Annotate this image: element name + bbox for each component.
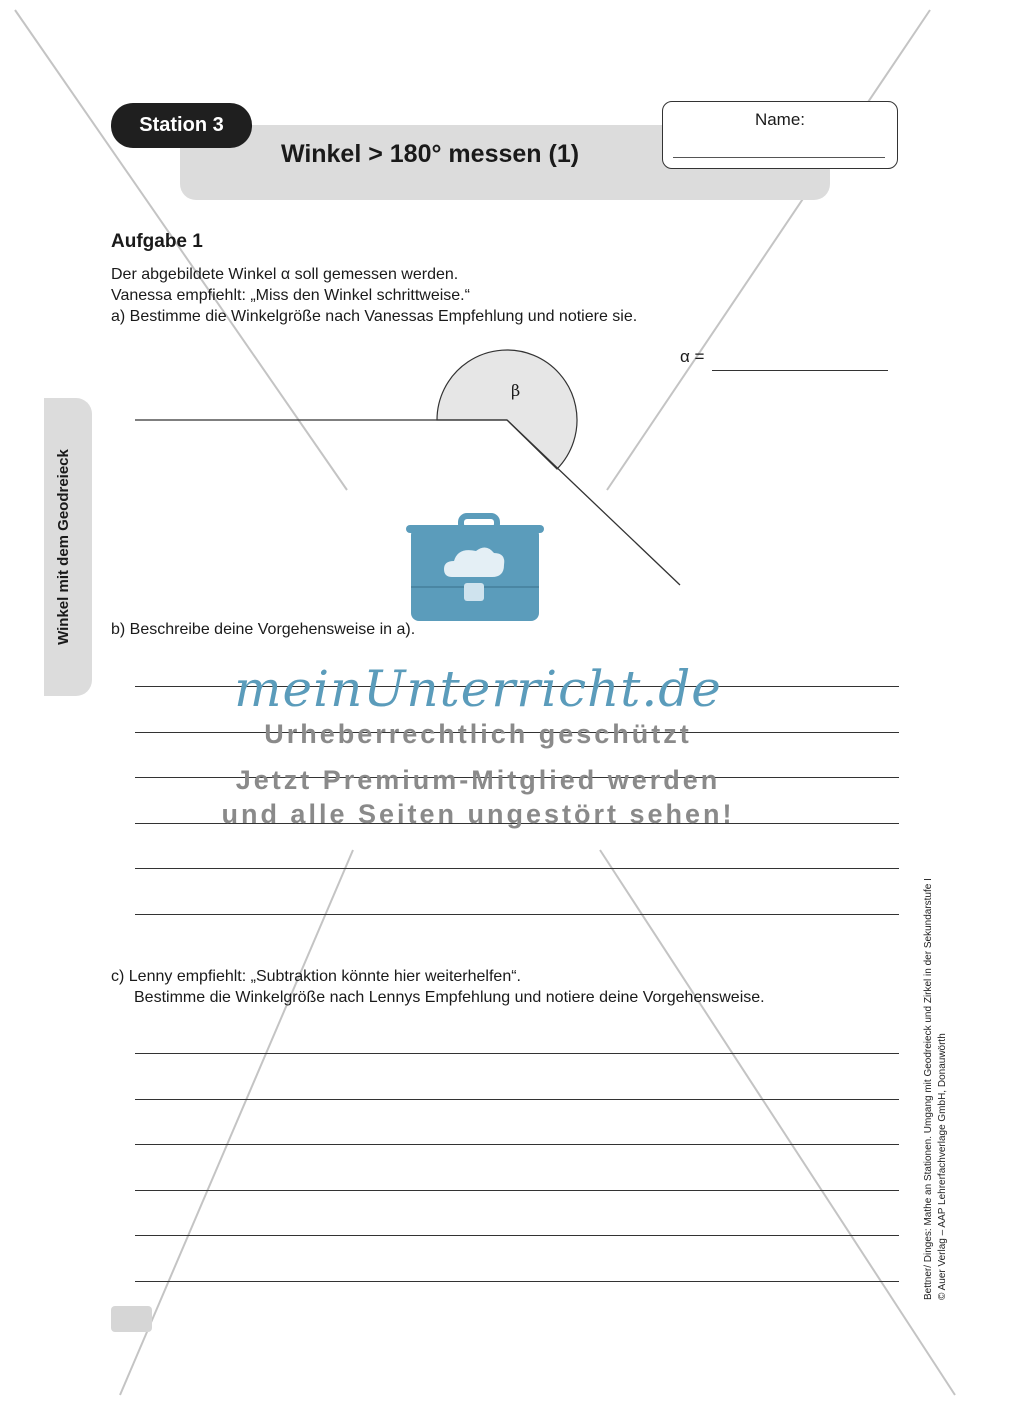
briefcase-logo-icon [406, 516, 544, 621]
task-a: a) Bestimme die Winkelgröße nach Vanessas Empfehlung und notiere sie. [111, 308, 638, 325]
credit-text [922, 830, 952, 1300]
task-heading: Aufgabe 1 [111, 231, 203, 252]
answer-line-c5[interactable] [135, 1235, 899, 1236]
task-c-1: c) Lenny empfiehlt: „Subtraktion könnte hier weiterhelfen“. [111, 968, 521, 985]
alpha-answer-line[interactable] [712, 370, 888, 371]
credit-line-1: Bettner/ Dinges: Mathe an Stationen. Umgang mit Geodreieck und Zirkel in der Sekundarstufe I [923, 878, 934, 1300]
station-badge: Station 3 [111, 103, 252, 148]
credit-line-2: © Auer Verlag – AAP Lehrerfachverlage GmbH, Donauwörth [937, 1033, 948, 1300]
answer-line-b5[interactable] [135, 868, 899, 869]
angle-figure [135, 350, 680, 585]
name-label: Name: [754, 110, 806, 129]
alpha-label: α = [680, 347, 705, 366]
task-intro-2: Vanessa empfiehlt: „Miss den Winkel schrittweise.“ [111, 287, 470, 304]
page-number-box [111, 1306, 152, 1332]
watermark-logo-text: meinUnterricht.de [234, 660, 722, 718]
watermark-line-3: und alle Seiten ungestört sehen! [221, 799, 735, 829]
name-input-line[interactable] [673, 157, 885, 158]
watermark-line-1: Urheberrechtlich geschützt [264, 719, 692, 749]
task-b: b) Beschreibe deine Vorgehensweise in a). [111, 621, 416, 638]
task-c-2: Bestimme die Winkelgröße nach Lennys Empfehlung und notiere deine Vorgehensweise. [134, 989, 765, 1006]
answer-line-c3[interactable] [135, 1144, 899, 1145]
angle-beta-sector [437, 350, 577, 469]
watermark-line-2: Jetzt Premium-Mitglied werden [235, 765, 721, 795]
task-intro-1: Der abgebildete Winkel α soll gemessen werden. [111, 266, 459, 283]
answer-line-c2[interactable] [135, 1099, 899, 1100]
answer-line-c1[interactable] [135, 1053, 899, 1054]
name-box [662, 101, 898, 169]
answer-line-c4[interactable] [135, 1190, 899, 1191]
answer-line-b6[interactable] [135, 914, 899, 915]
page-title: Winkel > 180° messen (1) [280, 140, 580, 168]
answer-line-c6[interactable] [135, 1281, 899, 1282]
side-tab-label: Winkel mit dem Geodreieck [55, 449, 72, 645]
beta-label: β [511, 381, 521, 400]
